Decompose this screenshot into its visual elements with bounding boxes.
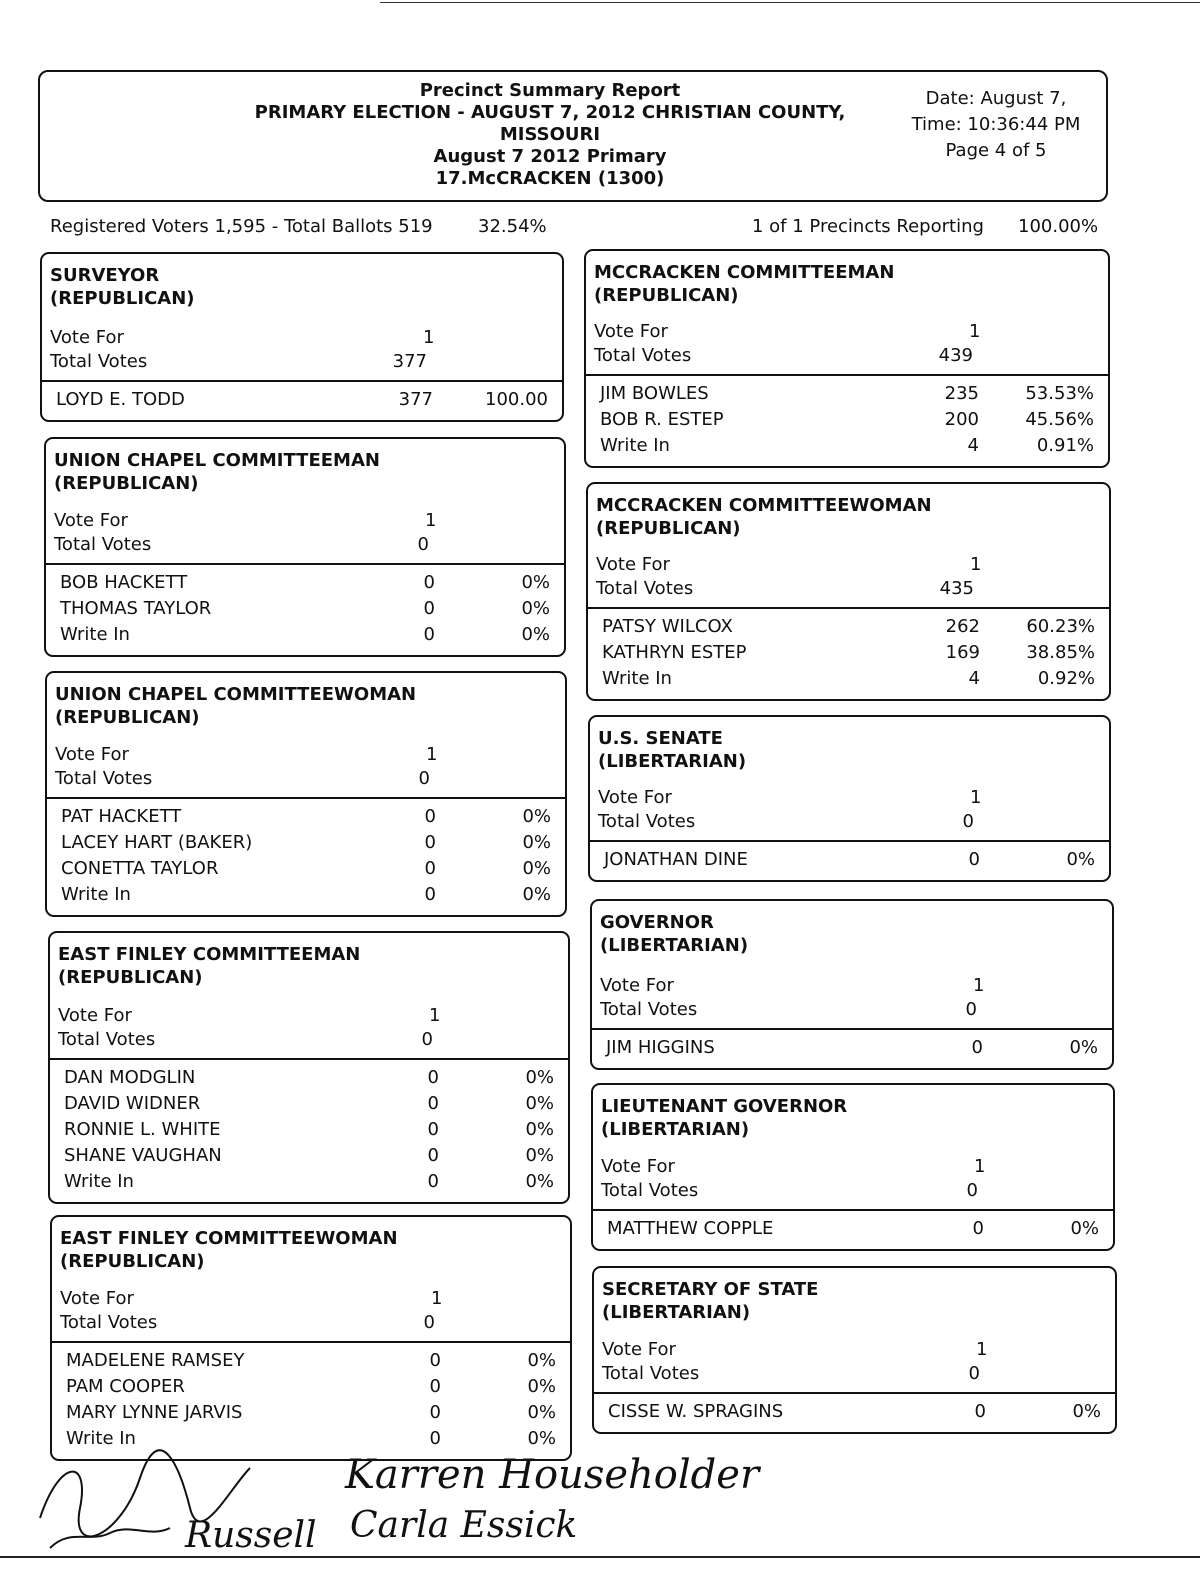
vote-for-row: [50, 326, 552, 350]
race-separator: [52, 1341, 570, 1343]
total-votes-row: [602, 1362, 1105, 1386]
vote-for-row: [596, 553, 1099, 577]
race-separator: [586, 374, 1108, 376]
race-box-east-finley-committeeman: [48, 931, 570, 1204]
vote-for-value: 1: [426, 744, 438, 765]
candidate-name: THOMAS TAYLOR: [60, 598, 212, 619]
total-votes-row: [54, 533, 554, 557]
report-header: [38, 70, 1108, 202]
candidate-name: Write In: [61, 884, 131, 905]
candidate-percent: 0%: [525, 1093, 554, 1114]
total-votes-value: 435: [939, 578, 974, 599]
candidate-percent: 0.91%: [1036, 435, 1094, 456]
candidate-name: JIM HIGGINS: [606, 1037, 715, 1058]
race-separator: [588, 607, 1109, 609]
total-votes-row: [58, 1028, 558, 1052]
election-line: PRIMARY ELECTION - AUGUST 7, 2012 CHRISTIAN COUNTY,: [254, 102, 846, 123]
candidate-votes: 0: [974, 1401, 986, 1422]
race-title: [55, 683, 416, 729]
candidate-row: [600, 408, 1098, 432]
candidate-name: DAVID WIDNER: [64, 1093, 201, 1114]
race-party: (REPUBLICAN): [60, 1251, 205, 1272]
candidate-votes: 0: [429, 1350, 441, 1371]
candidate-name: BOB R. ESTEP: [600, 409, 724, 430]
race-title: [50, 264, 195, 310]
total-votes-value: 0: [966, 1180, 978, 1201]
header-meta: [896, 86, 1096, 164]
race-office: EAST FINLEY COMMITTEEMAN: [58, 944, 361, 965]
candidate-votes: 262: [945, 616, 980, 637]
total-votes-row: [60, 1311, 560, 1335]
candidate-votes: 0: [424, 832, 436, 853]
candidate-row: [606, 1036, 1102, 1060]
candidate-name: Write In: [600, 435, 670, 456]
candidate-percent: 0%: [1069, 1037, 1098, 1058]
candidate-name: CISSE W. SPRAGINS: [608, 1401, 784, 1422]
vote-for-row: [598, 786, 1099, 810]
race-title: [600, 911, 748, 957]
candidate-percent: 0%: [522, 884, 551, 905]
vote-for-label: Vote For: [598, 787, 672, 808]
candidate-votes: 0: [429, 1428, 441, 1449]
race-party: (LIBERTARIAN): [598, 751, 747, 772]
race-office: UNION CHAPEL COMMITTEEMAN: [54, 450, 380, 471]
candidate-row: [604, 848, 1099, 872]
race-box-secretary-of-state: [592, 1266, 1117, 1434]
race-office: GOVERNOR: [600, 912, 714, 933]
race-separator: [594, 1392, 1115, 1394]
registered-voters: Registered Voters 1,595 - Total Ballots 519: [50, 216, 433, 237]
vote-for-value: 1: [425, 510, 437, 531]
race-title: [60, 1227, 398, 1273]
candidate-name: PAT HACKETT: [61, 806, 182, 827]
precincts-reporting: 1 of 1 Precincts Reporting: [752, 216, 984, 237]
total-votes-value: 0: [962, 811, 974, 832]
total-votes-label: Total Votes: [602, 1363, 700, 1384]
total-votes-value: 0: [965, 999, 977, 1020]
candidate-row: [56, 388, 552, 412]
candidate-percent: 0%: [525, 1145, 554, 1166]
signature-scribble: [30, 1448, 260, 1558]
candidate-name: BOB HACKETT: [60, 572, 188, 593]
candidate-row: [66, 1349, 560, 1373]
candidate-row: [60, 571, 554, 595]
candidate-name: MARY LYNNE JARVIS: [66, 1402, 243, 1423]
vote-for-label: Vote For: [54, 510, 128, 531]
total-votes-label: Total Votes: [598, 811, 696, 832]
race-title: [58, 943, 360, 989]
total-votes-value: 0: [417, 534, 429, 555]
vote-for-label: Vote For: [60, 1288, 134, 1309]
race-box-governor: [590, 899, 1114, 1070]
vote-for-row: [594, 320, 1098, 344]
turnout-percent: 32.54%: [478, 216, 547, 237]
precincts-percent: 100.00%: [1018, 216, 1099, 237]
race-party: (REPUBLICAN): [54, 473, 199, 494]
candidate-percent: 100.00: [485, 389, 548, 410]
candidate-row: [61, 857, 555, 881]
candidate-votes: 377: [398, 389, 433, 410]
candidate-votes: 0: [429, 1376, 441, 1397]
vote-for-value: 1: [431, 1288, 443, 1309]
candidate-votes: 0: [427, 1119, 439, 1140]
candidate-name: Write In: [602, 668, 672, 689]
race-office: SURVEYOR: [50, 265, 160, 286]
race-party: (LIBERTARIAN): [600, 935, 749, 956]
total-votes-label: Total Votes: [50, 351, 148, 372]
vote-for-label: Vote For: [596, 554, 670, 575]
candidate-row: [64, 1066, 558, 1090]
total-votes-row: [600, 998, 1102, 1022]
candidate-row: [64, 1118, 558, 1142]
race-box-union-chapel-committeeman: [44, 437, 566, 657]
report-date: Date: August 7,: [925, 88, 1067, 109]
candidate-votes: 200: [944, 409, 979, 430]
candidate-percent: 38.85%: [1026, 642, 1095, 663]
candidate-percent: 0%: [1070, 1218, 1099, 1239]
vote-for-label: Vote For: [50, 327, 124, 348]
report-title: Precinct Summary Report: [419, 80, 681, 101]
candidate-percent: 0%: [527, 1376, 556, 1397]
candidate-votes: 0: [424, 806, 436, 827]
candidate-name: SHANE VAUGHAN: [64, 1145, 222, 1166]
total-votes-value: 0: [968, 1363, 980, 1384]
candidate-name: Write In: [66, 1428, 136, 1449]
candidate-percent: 0%: [521, 598, 550, 619]
precinct-name: 17.McCRACKEN (1300): [435, 168, 665, 189]
candidate-row: [61, 831, 555, 855]
race-party: (REPUBLICAN): [58, 967, 203, 988]
vote-for-value: 1: [970, 554, 982, 575]
candidate-votes: 0: [968, 849, 980, 870]
candidate-percent: 60.23%: [1026, 616, 1095, 637]
race-separator: [47, 797, 565, 799]
candidate-percent: 0%: [521, 572, 550, 593]
race-title: [598, 727, 746, 773]
vote-for-value: 1: [970, 787, 982, 808]
race-separator: [592, 1028, 1112, 1030]
candidate-percent: 0%: [525, 1171, 554, 1192]
candidate-percent: 45.56%: [1025, 409, 1094, 430]
vote-for-row: [601, 1155, 1103, 1179]
candidate-votes: 0: [424, 858, 436, 879]
total-votes-value: 0: [423, 1312, 435, 1333]
race-party: (LIBERTARIAN): [601, 1119, 750, 1140]
vote-for-row: [600, 974, 1102, 998]
top-rule: [380, 2, 1200, 3]
candidate-row: [64, 1144, 558, 1168]
total-votes-label: Total Votes: [54, 534, 152, 555]
candidate-row: [608, 1400, 1105, 1424]
candidate-row: [60, 623, 554, 647]
candidate-name: LACEY HART (BAKER): [61, 832, 253, 853]
vote-for-value: 1: [969, 321, 981, 342]
total-votes-value: 439: [938, 345, 973, 366]
total-votes-row: [594, 344, 1098, 368]
candidate-name: Write In: [64, 1171, 134, 1192]
candidate-percent: 53.53%: [1025, 383, 1094, 404]
race-party: (REPUBLICAN): [596, 518, 741, 539]
race-office: U.S. SENATE: [598, 728, 723, 749]
race-box-east-finley-committeewoman: [50, 1215, 572, 1461]
candidate-name: MADELENE RAMSEY: [66, 1350, 245, 1371]
candidate-votes: 0: [971, 1037, 983, 1058]
candidate-name: KATHRYN ESTEP: [602, 642, 747, 663]
race-office: UNION CHAPEL COMMITTEEWOMAN: [55, 684, 417, 705]
candidate-row: [61, 805, 555, 829]
total-votes-row: [601, 1179, 1103, 1203]
vote-for-row: [602, 1338, 1105, 1362]
candidate-name: CONETTA TAYLOR: [61, 858, 219, 879]
vote-for-row: [60, 1287, 560, 1311]
vote-for-value: 1: [423, 327, 435, 348]
candidate-name: MATTHEW COPPLE: [607, 1218, 774, 1239]
race-box-mccracken-committeeman: [584, 249, 1110, 468]
race-title: [596, 494, 932, 540]
vote-for-row: [58, 1004, 558, 1028]
total-votes-row: [598, 810, 1099, 834]
candidate-name: RONNIE L. WHITE: [64, 1119, 221, 1140]
total-votes-label: Total Votes: [600, 999, 698, 1020]
vote-for-row: [54, 509, 554, 533]
candidate-votes: 0: [427, 1145, 439, 1166]
race-party: (REPUBLICAN): [594, 285, 739, 306]
race-title: [602, 1278, 818, 1324]
report-time: Time: 10:36:44 PM: [911, 114, 1081, 135]
race-party: (REPUBLICAN): [50, 288, 195, 309]
race-title: [594, 261, 894, 307]
candidate-votes: 0: [423, 572, 435, 593]
candidate-votes: 0: [429, 1402, 441, 1423]
race-office: MCCRACKEN COMMITTEEMAN: [594, 262, 895, 283]
race-separator: [590, 840, 1109, 842]
candidate-percent: 0%: [522, 832, 551, 853]
candidate-row: [66, 1401, 560, 1425]
candidate-name: JONATHAN DINE: [604, 849, 748, 870]
total-votes-label: Total Votes: [601, 1180, 699, 1201]
state-line: MISSOURI: [499, 124, 601, 145]
candidate-row: [60, 597, 554, 621]
page-number: Page 4 of 5: [945, 140, 1047, 161]
candidate-percent: 0%: [527, 1350, 556, 1371]
race-office: SECRETARY OF STATE: [602, 1279, 819, 1300]
race-box-u-s-senate: [588, 715, 1111, 882]
candidate-votes: 235: [944, 383, 979, 404]
candidate-percent: 0%: [522, 806, 551, 827]
candidate-row: [602, 641, 1099, 665]
candidate-percent: 0%: [527, 1428, 556, 1449]
vote-for-label: Vote For: [55, 744, 129, 765]
vote-for-label: Vote For: [602, 1339, 676, 1360]
vote-for-label: Vote For: [58, 1005, 132, 1026]
total-votes-label: Total Votes: [55, 768, 153, 789]
race-separator: [593, 1209, 1113, 1211]
election-name: August 7 2012 Primary: [433, 146, 667, 167]
candidate-row: [61, 883, 555, 907]
candidate-votes: 169: [945, 642, 980, 663]
candidate-percent: 0%: [1066, 849, 1095, 870]
candidate-percent: 0%: [521, 624, 550, 645]
vote-for-label: Vote For: [601, 1156, 675, 1177]
candidate-name: PATSY WILCOX: [602, 616, 733, 637]
race-office: EAST FINLEY COMMITTEEWOMAN: [60, 1228, 398, 1249]
total-votes-label: Total Votes: [58, 1029, 156, 1050]
candidate-votes: 0: [427, 1093, 439, 1114]
candidate-row: [64, 1092, 558, 1116]
vote-for-value: 1: [976, 1339, 988, 1360]
vote-for-row: [55, 743, 555, 767]
total-votes-value: 0: [418, 768, 430, 789]
candidate-percent: 0.92%: [1037, 668, 1095, 689]
candidate-row: [66, 1375, 560, 1399]
total-votes-row: [55, 767, 555, 791]
race-title: [54, 449, 380, 495]
candidate-name: LOYD E. TODD: [56, 389, 185, 410]
vote-for-value: 1: [973, 975, 985, 996]
total-votes-value: 377: [392, 351, 427, 372]
candidate-row: [607, 1217, 1103, 1241]
race-separator: [50, 1058, 568, 1060]
total-votes-label: Total Votes: [594, 345, 692, 366]
candidate-name: DAN MODGLIN: [64, 1067, 196, 1088]
candidate-percent: 0%: [525, 1119, 554, 1140]
candidate-percent: 0%: [1072, 1401, 1101, 1422]
header-title-block: [230, 80, 870, 190]
race-office: LIEUTENANT GOVERNOR: [601, 1096, 848, 1117]
candidate-name: PAM COOPER: [66, 1376, 185, 1397]
race-box-surveyor: [40, 252, 564, 422]
candidate-votes: 4: [968, 668, 980, 689]
candidate-votes: 0: [423, 598, 435, 619]
vote-for-value: 1: [974, 1156, 986, 1177]
total-votes-row: [50, 350, 552, 374]
race-office: MCCRACKEN COMMITTEEWOMAN: [596, 495, 932, 516]
signature-russell: Russell: [185, 1515, 317, 1556]
race-box-mccracken-committeewoman: [586, 482, 1111, 701]
race-title: [601, 1095, 847, 1141]
total-votes-row: [596, 577, 1099, 601]
race-separator: [46, 563, 564, 565]
race-box-lieutenant-governor: [591, 1083, 1115, 1251]
vote-for-label: Vote For: [600, 975, 674, 996]
candidate-row: [602, 615, 1099, 639]
candidate-row: [602, 667, 1099, 691]
vote-for-value: 1: [429, 1005, 441, 1026]
race-party: (LIBERTARIAN): [602, 1302, 751, 1323]
candidate-percent: 0%: [522, 858, 551, 879]
candidate-votes: 4: [967, 435, 979, 456]
signature-householder: Karren Householder: [345, 1452, 760, 1498]
candidate-percent: 0%: [527, 1402, 556, 1423]
candidate-row: [600, 434, 1098, 458]
candidate-votes: 0: [423, 624, 435, 645]
candidate-votes: 0: [427, 1067, 439, 1088]
race-box-union-chapel-committeewoman: [45, 671, 567, 917]
candidate-percent: 0%: [525, 1067, 554, 1088]
total-votes-label: Total Votes: [60, 1312, 158, 1333]
total-votes-label: Total Votes: [596, 578, 694, 599]
candidate-name: Write In: [60, 624, 130, 645]
signature-essick: Carla Essick: [350, 1505, 578, 1546]
candidate-row: [600, 382, 1098, 406]
candidate-votes: 0: [427, 1171, 439, 1192]
race-party: (REPUBLICAN): [55, 707, 200, 728]
total-votes-value: 0: [421, 1029, 433, 1050]
race-separator: [42, 380, 562, 382]
candidate-votes: 0: [972, 1218, 984, 1239]
vote-for-label: Vote For: [594, 321, 668, 342]
candidate-row: [64, 1170, 558, 1194]
candidate-name: JIM BOWLES: [600, 383, 709, 404]
candidate-votes: 0: [424, 884, 436, 905]
